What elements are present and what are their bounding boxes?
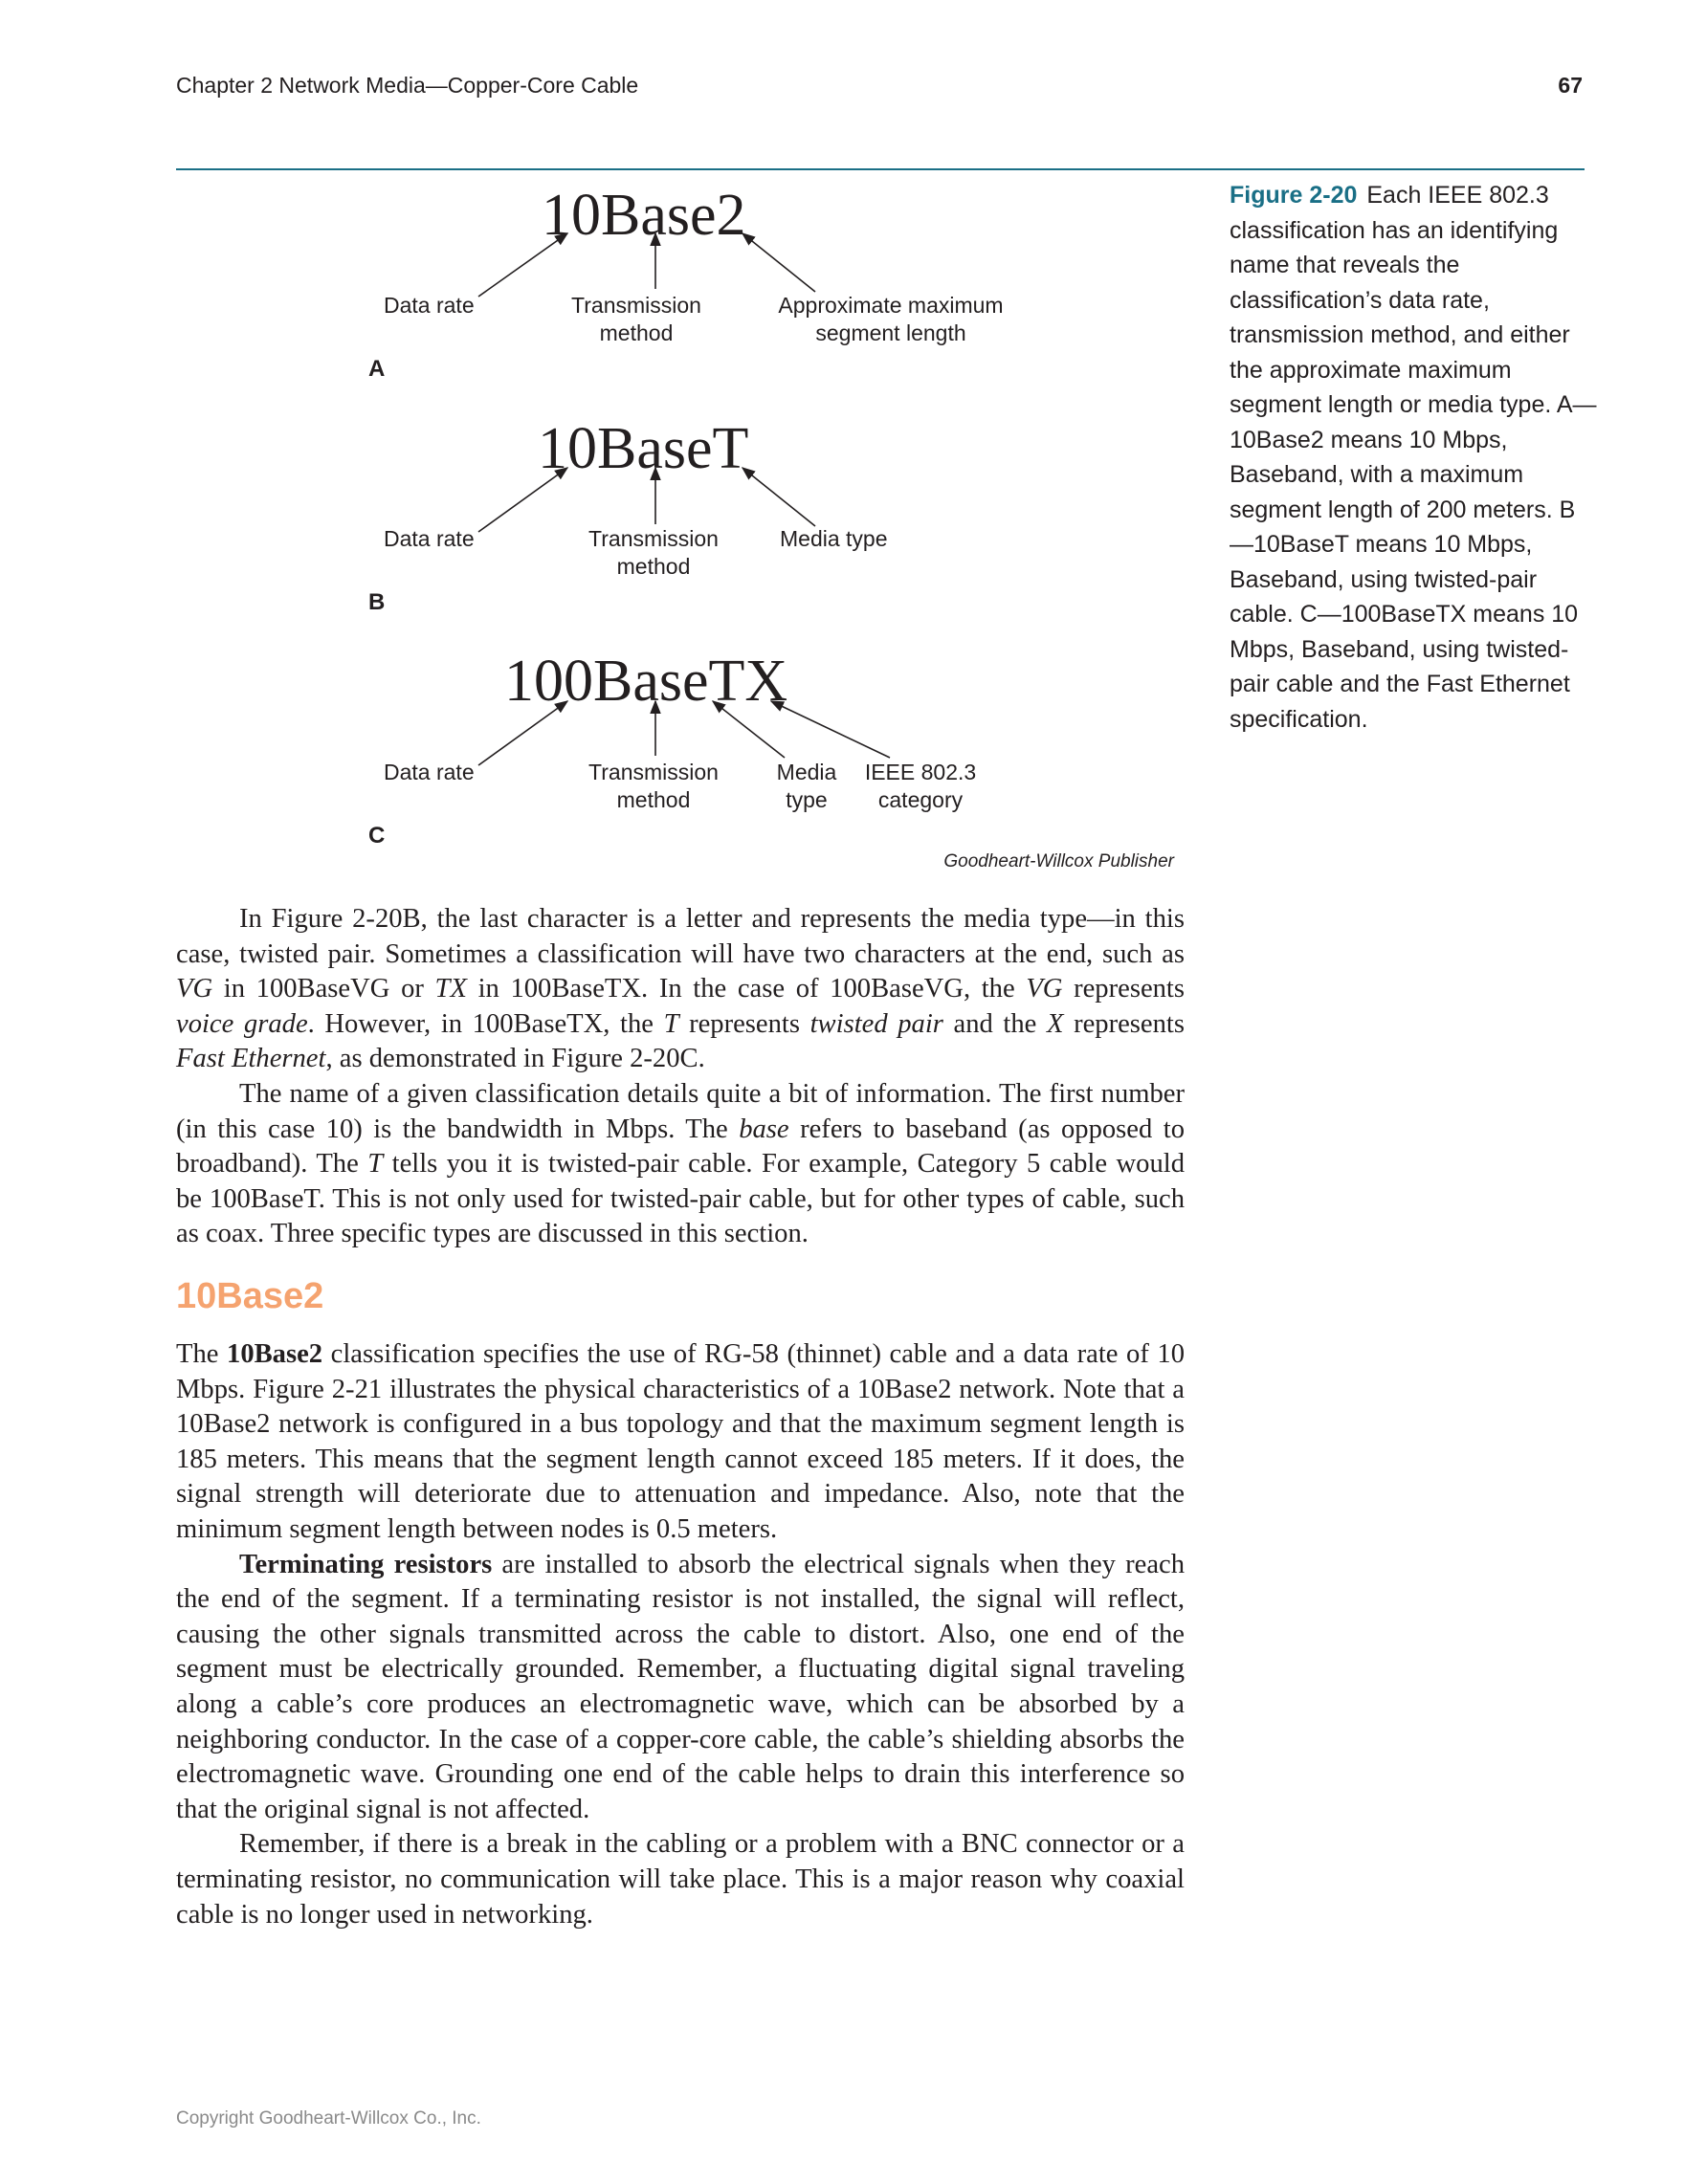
label-data-rate: Data rate (384, 760, 475, 784)
italic-term: base (739, 1114, 789, 1144)
italic-term: twisted pair (809, 1008, 943, 1039)
italic-term: VG (176, 974, 213, 1004)
arrow-data-rate (478, 233, 567, 297)
text-run: represents (678, 1008, 810, 1039)
arrow-media-type (743, 468, 815, 526)
panel-label-c: C (368, 823, 386, 849)
text-run: . However, in 100BaseTX, the (307, 1008, 664, 1039)
code-100basetx: 100BaseTX (504, 649, 788, 714)
paragraph (176, 1548, 1185, 1828)
paragraph: Remember, if there is a break in the cabling or a problem with a BNC connector or a terminating resistor, no communication will take place. This is a major reason why coaxial cable is no longer used in networking. (176, 1829, 1185, 1930)
text-run: , as demonstrated in Figure 2-20C. (325, 1044, 705, 1074)
label-transmission: Transmission (571, 293, 701, 318)
page-number: 67 (1558, 73, 1583, 98)
code-10base2: 10Base2 (542, 183, 746, 248)
label-approx-max: Approximate maximum (778, 293, 1004, 318)
body-text-section (176, 1337, 1185, 1932)
panel-label-b: B (368, 589, 386, 615)
section-heading: 10Base2 (176, 1276, 324, 1316)
label-transmission: Transmission (588, 526, 719, 551)
text-run: represents (1063, 1008, 1185, 1039)
italic-term: T (367, 1149, 384, 1180)
text-run: In Figure 2-20B, the last character is a letter and represents the media type—in this case, twisted pair. Sometimes a classification will have two characters at the end, such as (176, 904, 1185, 969)
text-run: refers to baseband (as opposed to broadband). The (176, 1114, 1185, 1180)
text-run: are installed to absorb the electrical signals when they reach the end of the segment. If a terminating resistor is not installed, the signal will reflect, causing the other signals transmitted across the cable to distort. Also, one end of the segment must be electrically grounded. Remember, a fluctuating digital signal traveling along a cable’s core produces an electromagnetic wave, which can be absorbed by a neighboring conductor. In the case of a copper-core cable, the cable’s shielding absorbs the electromagnetic wave. Grounding one end of the cable helps to drain this interference so that the original signal is not affected. (176, 1549, 1185, 1824)
body-text-intro (176, 902, 1185, 1252)
paragraph (176, 1077, 1185, 1252)
figure-caption (1230, 178, 1598, 737)
italic-term: VG (1026, 974, 1063, 1004)
copyright-footer: Copyright Goodheart-Willcox Co., Inc. (176, 2108, 481, 2129)
figure-caption-text: Each IEEE 802.3 classification has an identifying name that reveals the classification’s data rate, transmission method, and either the approximate maximum segment length or media type. A—10Base2 means 10 Mbps, Baseband, with a maximum segment length of 200 meters. B—10BaseT means 10 Mbps, Baseband, using twisted-pair cable. C—100BaseTX means 10 Mbps, Baseband, using twisted-pair cable and the Fast Ethernet specification. (1230, 182, 1597, 733)
text-run: classification specifies the use of RG-58 (thinnet) cable and a data rate of 10 Mbps. Figure 2-21 illustrates the physical characteristics of a 10Base2 network. Note that a 10Base2 network is configured in a bus topology and that the maximum segment length is 185 meters. This means that the segment length cannot exceed 185 meters. If it does, the signal strength will deteriorate due to attenuation and impedance. Also, note that the minimum segment length between nodes is 0.5 meters. (176, 1339, 1186, 1544)
label-method: method (616, 554, 691, 579)
figure-caption-label: Figure 2-20 (1230, 182, 1358, 209)
label-category: category (877, 787, 964, 812)
text-run: represents (1062, 974, 1186, 1004)
arrow-ieee-category (771, 701, 890, 758)
text-run: in 100BaseVG or (212, 974, 435, 1004)
label-type: type (786, 787, 828, 812)
label-method: method (599, 320, 674, 345)
text-run: and the (942, 1008, 1047, 1039)
label-media: Media (776, 760, 837, 784)
panel-a (368, 183, 1004, 382)
running-header: Chapter 2 Network Media—Copper-Core Cable (176, 73, 639, 98)
label-method: method (616, 787, 691, 812)
paragraph (176, 1337, 1185, 1548)
arrow-data-rate (478, 468, 567, 532)
label-ieee: IEEE 802.3 (864, 760, 977, 784)
code-10baset: 10BaseT (538, 416, 749, 481)
arrow-segment-length (743, 233, 815, 292)
panel-label-a: A (368, 356, 386, 382)
label-media-type: Media type (780, 526, 888, 551)
panel-c (368, 649, 976, 849)
panel-b (368, 416, 888, 615)
bold-term: Terminating resistors (239, 1549, 493, 1579)
italic-term: voice grade (176, 1008, 308, 1039)
italic-term: T (663, 1008, 679, 1039)
text-run: The (176, 1339, 228, 1369)
label-segment-length: segment length (815, 320, 966, 345)
figure-credit: Goodheart-Willcox Publisher (943, 851, 1174, 871)
paragraph (176, 902, 1185, 1077)
bold-term: 10Base2 (227, 1339, 323, 1369)
text-run: tells you it is twisted-pair cable. For example, Category 5 cable would be 100BaseT. This is not only used for twisted-pair cable, but for other types of cable, such as coax. Three specific types are discussed in this section. (176, 1149, 1186, 1249)
italic-term: X (1046, 1008, 1064, 1039)
italic-term: Fast Ethernet (176, 1044, 326, 1074)
text-run: The name of a given classification details quite a bit of information. The first number (in this case 10) is the bandwidth in Mbps. The (176, 1078, 1185, 1144)
italic-term: TX (434, 974, 467, 1004)
label-data-rate: Data rate (384, 293, 475, 318)
label-data-rate: Data rate (384, 526, 475, 551)
label-transmission: Transmission (588, 760, 719, 784)
text-run: in 100BaseTX. In the case of 100BaseVG, the (466, 974, 1027, 1004)
